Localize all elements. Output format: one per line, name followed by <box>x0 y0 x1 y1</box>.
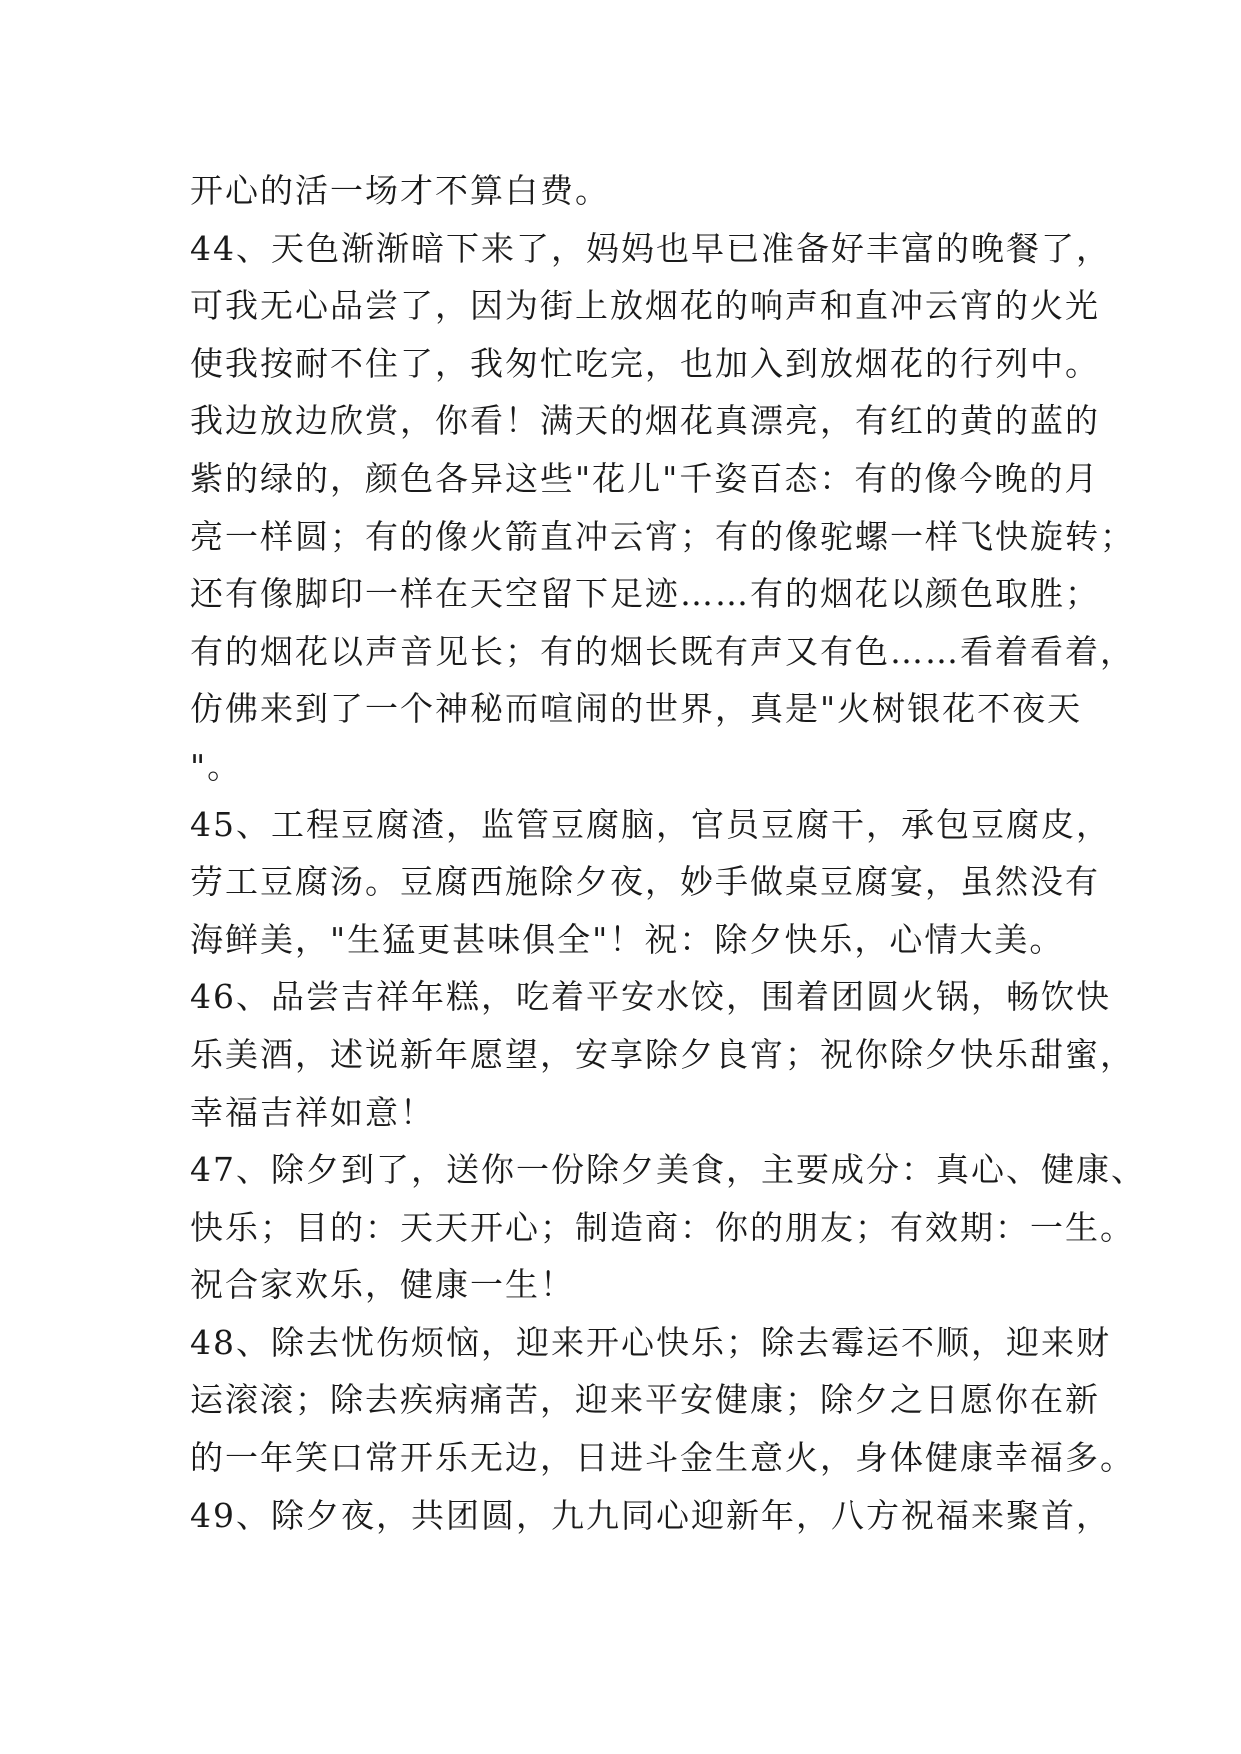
text-line: "。 <box>190 746 243 786</box>
text-line: 幸福吉祥如意！ <box>190 1092 435 1132</box>
text-line: 仿佛来到了一个神秘而喧闹的世界，真是"火树银花不夜天 <box>190 689 1083 729</box>
text-line: 开心的活一场才不算白费。 <box>190 171 610 210</box>
text-line: 亮一样圆；有的像火箭直冲云宵；有的像驼螺一样飞快旋转； <box>190 516 1135 556</box>
text-line: 有的烟花以声音见长；有的烟长既有声又有色……看着看着， <box>190 631 1135 671</box>
text-line: 45、工程豆腐渣，监管豆腐脑，官员豆腐干，承包豆腐皮， <box>190 804 1111 844</box>
text-line: 我边放边欣赏，你看！满天的烟花真漂亮，有红的黄的蓝的 <box>190 401 1100 441</box>
text-line: 劳工豆腐汤。豆腐西施除夕夜，妙手做桌豆腐宴，虽然没有 <box>190 862 1100 902</box>
text-line: 使我按耐不住了，我匆忙吃完，也加入到放烟花的行列中。 <box>190 343 1100 383</box>
text-line: 47、除夕到了，送你一份除夕美食，主要成分：真心、健康、 <box>190 1150 1146 1190</box>
text-line: 48、除去忧伤烦恼，迎来开心快乐；除去霉运不顺，迎来财 <box>190 1322 1111 1362</box>
text-line: 可我无心品尝了，因为街上放烟花的响声和直冲云宵的火光 <box>190 286 1100 326</box>
text-line: 乐美酒，述说新年愿望，安享除夕良宵；祝你除夕快乐甜蜜， <box>190 1034 1135 1074</box>
document-body <box>190 162 1146 1544</box>
text-line: 紫的绿的，颜色各异这些"花儿"千姿百态：有的像今晚的月 <box>190 458 1100 498</box>
text-line: 海鲜美，"生猛更甚味俱全"！祝：除夕快乐，心情大美。 <box>190 919 1065 959</box>
text-line: 快乐；目的：天天开心；制造商：你的朋友；有效期：一生。 <box>190 1207 1135 1247</box>
text-line: 的一年笑口常开乐无边，日进斗金生意火，身体健康幸福多。 <box>190 1438 1135 1478</box>
text-line: 46、品尝吉祥年糕，吃着平安水饺，围着团圆火锅，畅饮快 <box>190 977 1111 1017</box>
text-line: 运滚滚；除去疾病痛苦，迎来平安健康；除夕之日愿你在新 <box>190 1380 1100 1420</box>
text-line: 还有像脚印一样在天空留下足迹……有的烟花以颜色取胜； <box>190 574 1100 614</box>
text-line: 44、天色渐渐暗下来了，妈妈也早已准备好丰富的晚餐了， <box>190 228 1111 268</box>
text-line: 祝合家欢乐，健康一生！ <box>190 1265 575 1305</box>
text-line: 49、除夕夜，共团圆，九九同心迎新年，八方祝福来聚首， <box>190 1495 1111 1535</box>
